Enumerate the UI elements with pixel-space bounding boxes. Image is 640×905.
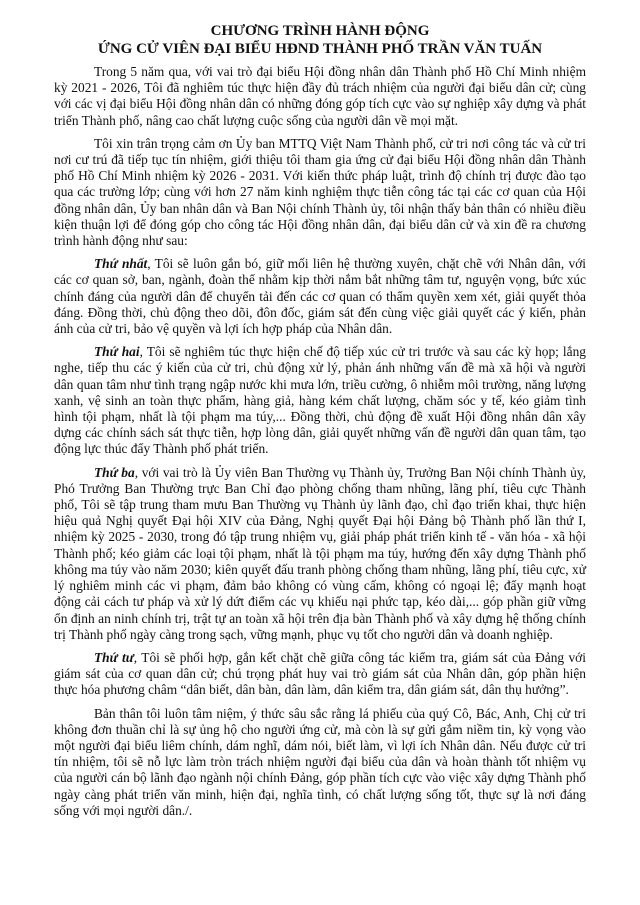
paragraph-text: Bản thân tôi luôn tâm niệm, ý thức sâu sắc rằng lá phiếu của quý Cô, Bác, Anh, Chị cử tri không đơn thuần chỉ là sự ủng hộ cho người ứng cử, mà còn là sự gửi gắm niềm tin, kỳ vọng vào một người đại biểu liêm chính, dám nghĩ, dám nói, biết làm, vì lợi ích Nhân dân. Nếu được cử tri tín nhiệm, tôi sẽ nỗ lực làm tròn trách nhiệm người đại biểu của dân và hoàn thành tốt nhiệm vụ của người cán bộ lãnh đạo ngành nội chính Đảng, góp phần tích cực vào việc xây dựng Thành phố ngày càng phát triển văn minh, hiện đại, nghĩa tình, có chất lượng sống tốt, thực sự là nơi đáng sống với mọi người dân./. — [54, 705, 586, 818]
paragraph-thanks — [54, 136, 586, 249]
paragraph-text: , Tôi sẽ phối hợp, gắn kết chặt chẽ giữa công tác kiểm tra, giám sát của Đảng với giám sát của cơ quan dân cử; chú trọng phát huy vai trò giám sát của Nhân dân, góp phần hiện thực hóa phương châm “dân biết, dân bàn, dân làm, dân kiểm tra, dân giám sát, dân thụ hưởng”. — [54, 649, 586, 698]
paragraph-text: , Tôi sẽ nghiêm túc thực hiện chế độ tiếp xúc cử tri trước và sau các kỳ họp; lắng nghe, tiếp thu các ý kiến của cử tri, chủ động xử lý, phản ánh những vấn đề mà xã hội và người dân quan tâm như tình trạng ngập nước khi mưa lớn, triều cường, ô nhiễm môi trường, năng lượng xanh, vệ sinh an toàn thực phẩm, hàng giả, hàng kém chất lượng, chăm sóc y tế, kéo giảm tình hình tội phạm, nhất là tội phạm ma túy,... Đồng thời, chủ động đề xuất Hội đồng nhân dân xây dựng các chính sách sát thực tiễn, hợp lòng dân, giải quyết những vấn đề người dân quan tâm, tạo động lực thúc đẩy Thành phố phát triển. — [54, 344, 586, 457]
paragraph-intro — [54, 64, 586, 129]
paragraph-lead: Thứ tư — [94, 649, 134, 665]
paragraph-lead: Thứ ba — [94, 464, 135, 480]
paragraph-closing — [54, 706, 586, 819]
paragraph-text: , với vai trò là Ủy viên Ban Thường vụ Thành ủy, Trưởng Ban Nội chính Thành ủy, Phó Trưởng Ban Thường trực Ban Chỉ đạo phòng chống tham nhũng, lãng phí, tiêu cực Thành phố, Tôi sẽ tập trung tham mưu Ban Thường vụ Thành ủy lãnh đạo, chỉ đạo triển khai, thực hiện hiệu quả Nghị quyết Đại hội XIV của Đảng, Nghị quyết Đại hội Đảng bộ Thành phố lần thứ I, nhiệm kỳ 2025 - 2030, trong đó tập trung nhiệm vụ, giải pháp phát triển kinh tế - văn hóa - xã hội Thành phố; kéo giảm các loại tội phạm, nhất là tội phạm ma túy, hướng đến xây dựng Thành phố không ma túy vào năm 2030; kiên quyết đấu tranh phòng chống tham nhũng, lãng phí, tiêu cực, xử lý nghiêm minh các vi phạm, đảm bảo không có vùng cấm, không có ngoại lệ; đẩy mạnh hoạt động cải cách tư pháp và xử lý dứt điểm các vụ khiếu nại phức tạp, kéo dài,... góp phần giữ vững ổn định an ninh chính trị, trật tự an toàn xã hội trên địa bàn Thành phố và xây dựng hệ thống chính trị Thành phố ngày càng trong sạch, vững mạnh, phục vụ tốt cho người dân và doanh nghiệp. — [54, 464, 586, 642]
title-line-2: ỨNG CỬ VIÊN ĐẠI BIỂU HĐND THÀNH PHỐ TRẦN VĂN TUẤN — [97, 41, 543, 57]
paragraph-text: Tôi xin trân trọng cảm ơn Ủy ban MTTQ Việt Nam Thành phố, cử tri nơi công tác và cử tri nơi cư trú đã tiếp tục tín nhiệm, giới thiệu tôi tham gia ứng cử đại biểu Hội đồng nhân dân Thành phố Hồ Chí Minh nhiệm kỳ 2026 - 2031. Với kiến thức pháp luật, trình độ chính trị được đào tạo qua các trường lớp; cùng với hơn 27 năm kinh nghiệm thực tiễn công tác tại các cơ quan của Hội đồng nhân dân, Ủy ban nhân dân và Ban Nội chính Thành ủy, tôi nhận thấy bản thân có nhiều điều kiện thuận lợi để đóng góp cho công tác Hội đồng nhân dân, đại biểu dân cử và xin đề ra chương trình hành động như sau: — [54, 135, 586, 249]
paragraph-text: , Tôi sẽ luôn gắn bó, giữ mối liên hệ thường xuyên, chặt chẽ với Nhân dân, với các cơ quan sở, ban, ngành, đoàn thể nhằm kịp thời nắm bắt những tâm tư, nguyện vọng, bức xúc chính đáng của người dân để chuyển tải đến các cơ quan có thẩm quyền xem xét, giải quyết thỏa đáng. Đồng thời, chủ động theo dõi, đôn đốc, giám sát đến cùng việc giải quyết các ý kiến, phản ánh của cử tri, bảo vệ quyền và lợi ích hợp pháp của Nhân dân. — [54, 256, 586, 337]
paragraph-text: Trong 5 năm qua, với vai trò đại biểu Hội đồng nhân dân Thành phố Hồ Chí Minh nhiệm kỳ 2021 - 2026, Tôi đã nghiêm túc thực hiện đầy đủ trách nhiệm của người đại biểu dân cử; cùng với các vị đại biểu Hội đồng nhân dân có những đóng góp tích cực vào sự nghiệp xây dựng và phát triển Thành phố, nâng cao chất lượng cuộc sống của người dân về mọi mặt. — [54, 64, 586, 128]
paragraph-fourth — [54, 650, 586, 699]
paragraph-first — [54, 256, 586, 337]
paragraph-third — [54, 465, 586, 643]
paragraph-lead: Thứ hai — [94, 344, 140, 360]
paragraph-lead: Thứ nhất — [94, 256, 148, 272]
document-body — [54, 64, 586, 819]
document-title — [54, 22, 586, 58]
title-line-1: CHƯƠNG TRÌNH HÀNH ĐỘNG — [210, 23, 430, 39]
paragraph-second — [54, 344, 586, 457]
